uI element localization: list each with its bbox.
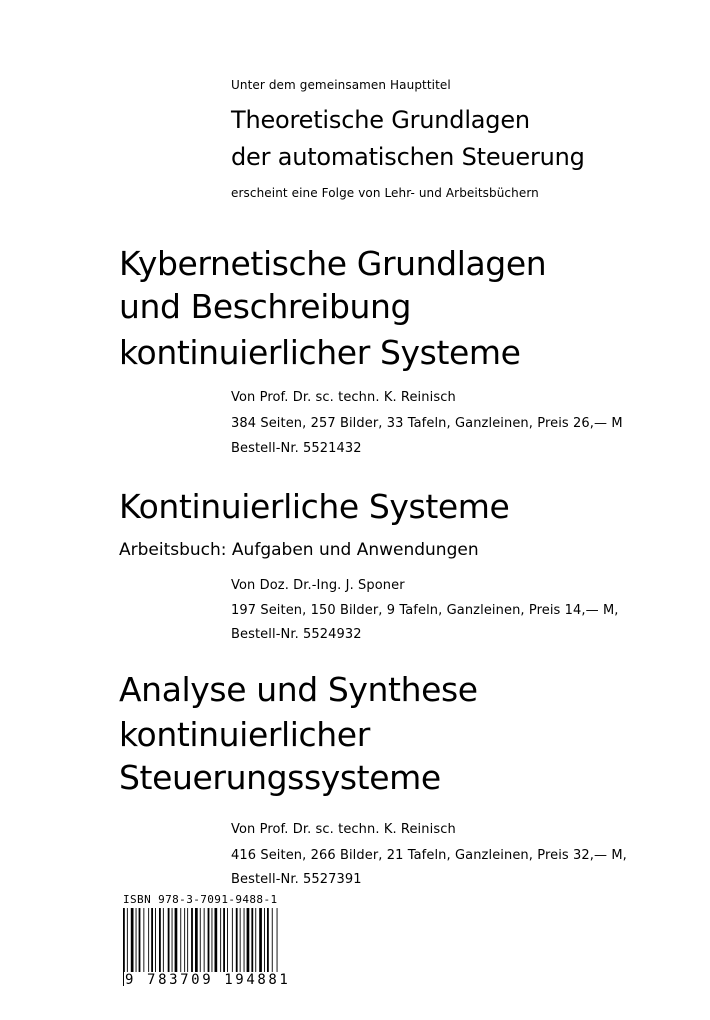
book-2-details: 197 Seiten, 150 Bilder, 9 Tafeln, Ganzleinen, Preis 14,— M, bbox=[231, 603, 619, 618]
book-3-title-line-1: Analyse und Synthese bbox=[119, 670, 478, 709]
intro-line: Unter dem gemeinsamen Haupttitel bbox=[231, 78, 451, 92]
barcode-bar bbox=[223, 908, 225, 974]
book-3-author: Von Prof. Dr. sc. techn. K. Reinisch bbox=[231, 822, 456, 837]
barcode-bar bbox=[143, 908, 144, 974]
barcode-bar bbox=[220, 908, 221, 974]
book-1-author: Von Prof. Dr. sc. techn. K. Reinisch bbox=[231, 390, 456, 405]
book-2-author: Von Doz. Dr.-Ing. J. Sponer bbox=[231, 578, 405, 593]
barcode-bar bbox=[277, 908, 278, 974]
series-title-line-1: Theoretische Grundlagen bbox=[231, 106, 530, 134]
barcode-digits: 9 783709 194881 bbox=[125, 972, 291, 988]
barcode-bar bbox=[259, 908, 262, 974]
book-1-title-line-2: und Beschreibung bbox=[119, 287, 412, 326]
barcode-bar bbox=[204, 908, 205, 974]
barcode-bar bbox=[195, 908, 198, 974]
book-2-order-number: Bestell-Nr. 5524932 bbox=[231, 627, 362, 642]
book-3-order-number: Bestell-Nr. 5527391 bbox=[231, 872, 362, 887]
barcode-bar bbox=[136, 908, 137, 974]
barcode-bar bbox=[200, 908, 201, 974]
barcode-bar bbox=[184, 908, 185, 974]
barcode-bar bbox=[187, 908, 188, 974]
book-1-title-line-3: kontinuierlicher Systeme bbox=[119, 333, 521, 372]
barcode-bar bbox=[159, 908, 161, 974]
barcode-bar bbox=[247, 908, 250, 974]
barcode-bar bbox=[139, 908, 141, 974]
barcode-bar bbox=[191, 908, 193, 974]
book-3-details: 416 Seiten, 266 Bilder, 21 Tafeln, Ganzleinen, Preis 32,— M, bbox=[231, 848, 627, 863]
barcode-bar bbox=[175, 908, 178, 974]
book-1-details: 384 Seiten, 257 Bilder, 33 Tafeln, Ganzleinen, Preis 26,— M bbox=[231, 416, 623, 431]
barcode-bar bbox=[212, 908, 213, 974]
intro-after-line: erscheint eine Folge von Lehr- und Arbeitsbüchern bbox=[231, 186, 539, 200]
barcode-bar bbox=[236, 908, 238, 974]
barcode-bar bbox=[232, 908, 233, 974]
book-2-title: Kontinuierliche Systeme bbox=[119, 487, 510, 526]
barcode-bar bbox=[151, 908, 153, 974]
barcode-bar bbox=[267, 908, 269, 974]
barcode-bar bbox=[131, 908, 134, 974]
barcode-bar bbox=[172, 908, 173, 974]
series-title-line-2: der automatischen Steuerung bbox=[231, 143, 585, 171]
book-2-subtitle: Arbeitsbuch: Aufgaben und Anwendungen bbox=[119, 540, 479, 560]
barcode-bar bbox=[227, 908, 228, 974]
barcode-bar bbox=[264, 908, 265, 974]
barcode-bar bbox=[251, 908, 253, 974]
barcode-bar bbox=[215, 908, 218, 974]
book-3-title-line-2: kontinuierlicher bbox=[119, 715, 370, 754]
barcode-bar bbox=[148, 908, 149, 974]
book-1-title-line-1: Kybernetische Grundlagen bbox=[119, 244, 547, 283]
isbn-label: ISBN 978-3-7091-9488-1 bbox=[123, 893, 278, 906]
barcode-bar bbox=[272, 908, 273, 974]
book-3-title-line-3: Steuerungssysteme bbox=[119, 758, 441, 797]
barcode-bar bbox=[180, 908, 181, 974]
barcode-bar bbox=[168, 908, 170, 974]
barcode-bar bbox=[163, 908, 164, 974]
book-1-order-number: Bestell-Nr. 5521432 bbox=[231, 441, 362, 456]
barcode-bar bbox=[255, 908, 256, 974]
barcode-bar bbox=[155, 908, 156, 974]
barcode-bar bbox=[208, 908, 210, 974]
